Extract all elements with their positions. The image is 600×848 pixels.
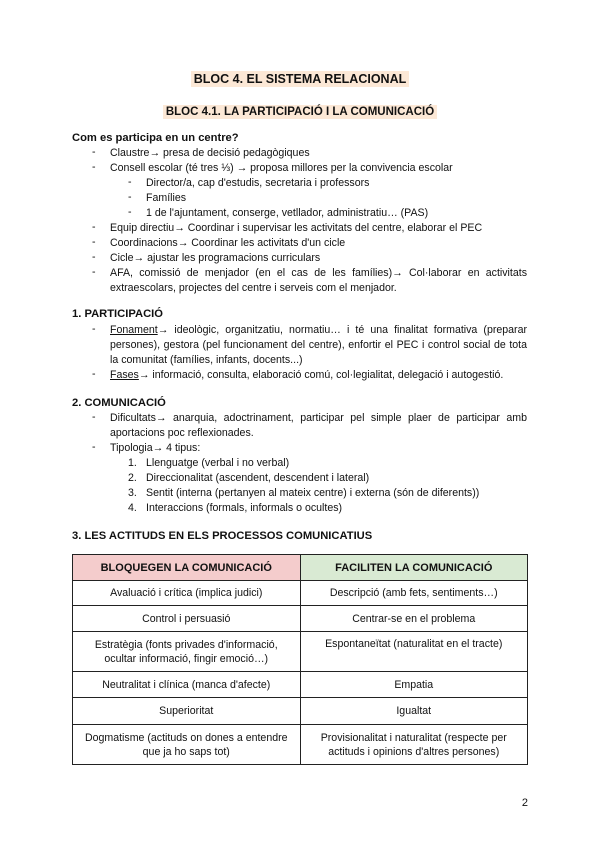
type-number: 3. [128, 487, 137, 499]
bullet-dash: - [128, 206, 132, 218]
table-cell: Descripció (amb fets, sentiments…) [300, 581, 528, 606]
doc-title: BLOC 4. EL SISTEMA RELACIONAL [0, 70, 600, 88]
bullet-dash: - [128, 176, 132, 188]
fases-label: Fases [110, 369, 139, 381]
doc-subtitle: BLOC 4.1. LA PARTICIPACIÓ I LA COMUNICACIÓ [0, 102, 600, 120]
bullet-dash: - [92, 323, 96, 335]
participacio-item-fases [110, 368, 503, 383]
table-cell: Control i persuasió [73, 606, 301, 632]
bullet-dash: - [92, 368, 96, 380]
intro-item-consell: Consell escolar (té tres ⅓) → proposa millores per la convivencia escolar [110, 162, 453, 174]
participacio-heading: 1. PARTICIPACIÓ [72, 308, 163, 320]
bullet-dash: - [92, 236, 96, 248]
fonament-text: → ideològic, organitzatiu, normatiu… i té una finalitat formativa (preparar persones), gestora (pel funcionament del centre), enfortir el PEC i control social de tota la comunitat (famílies, infants, docents...) [110, 324, 527, 366]
fases-text: → informació, consulta, elaboració comú, col·legialitat, delegació i autogestió. [138, 369, 504, 381]
table-cell: Superioritat [73, 698, 301, 725]
fonament-label: Fonament [110, 324, 158, 336]
type-number: 2. [128, 472, 137, 484]
bullet-dash: - [92, 161, 96, 173]
bullet-dash: - [92, 266, 96, 278]
intro-item-equip: Equip directiu→ Coordinar i supervisar les activitats del centre, elaborar el PEC [110, 222, 483, 234]
table-header-row [73, 555, 528, 581]
bullet-dash: - [92, 221, 96, 233]
intro-item-afa: AFA, comissió de menjador (en el cas de les famílies)→ Col·laborar en activitats extraescolars, projectes del centre i serveis com el menjador. [110, 267, 527, 294]
table-row [73, 725, 528, 765]
table-row [73, 581, 528, 606]
intro-heading: Com es participa en un centre? [72, 132, 239, 144]
col-header-faciliten: FACILITEN LA COMUNICACIÓ [300, 555, 528, 581]
table-cell: Empatia [300, 672, 528, 698]
actituds-heading: 3. LES ACTITUDS EN ELS PROCESSOS COMUNICATIUS [72, 530, 373, 542]
type-number: 4. [128, 502, 137, 514]
table-cell: Igualtat [300, 698, 528, 725]
type-direccionalitat: Direccionalitat (ascendent, descendent i lateral) [146, 472, 370, 484]
type-number: 1. [128, 457, 137, 469]
page-number: 2 [521, 797, 528, 809]
consell-sub-direccio: Director/a, cap d'estudis, secretaria i professors [146, 177, 370, 189]
table-row [73, 698, 528, 725]
bullet-dash: - [92, 146, 96, 158]
table-row [73, 672, 528, 698]
intro-item-cicle: Cicle→ ajustar les programacions curriculars [110, 252, 321, 264]
table-cell: Provisionalitat i naturalitat (respecte per actituds i opinions d'altres persones) [300, 725, 528, 765]
bullet-dash: - [128, 191, 132, 203]
table-cell: Espontaneïtat (naturalitat en el tracte) [300, 632, 528, 672]
consell-sub-families: Famílies [146, 192, 187, 204]
intro-item-claustre: Claustre→ presa de decisió pedagògiques [110, 147, 310, 159]
type-sentit: Sentit (interna (pertanyen al mateix centre) i externa (són de diferents)) [146, 487, 480, 499]
table-row [73, 632, 528, 672]
comunicacio-item-dificultats: Dificultats→ anarquia, adoctrinament, participar pel simple plaer de participar amb aportacions poc reflexionades. [110, 412, 527, 439]
table-cell: Dogmatisme (actituds on dones a entendre que ja ho saps tot) [73, 725, 301, 765]
comunicacio-heading: 2. COMUNICACIÓ [72, 397, 166, 409]
type-llenguatge: Llenguatge (verbal i no verbal) [146, 457, 290, 469]
intro-item-coordinacions: Coordinacions→ Coordinar les activitats d'un cicle [110, 237, 346, 249]
table-cell: Centrar-se en el problema [300, 606, 528, 632]
table-cell: Avaluació i crítica (implica judici) [73, 581, 301, 606]
col-header-bloquegen: BLOQUEGEN LA COMUNICACIÓ [73, 555, 301, 581]
actituds-table [72, 554, 528, 765]
bullet-dash: - [92, 411, 96, 423]
comunicacio-item-tipologia: Tipologia→ 4 tipus: [110, 442, 201, 454]
participacio-item-fonament [110, 323, 527, 368]
consell-sub-pas: 1 de l'ajuntament, conserge, vetllador, administratiu… (PAS) [146, 207, 429, 219]
table-cell: Neutralitat i clínica (manca d'afecte) [73, 672, 301, 698]
table-cell: Estratègia (fonts privades d'informació, ocultar informació, fingir emoció…) [73, 632, 301, 672]
table-row [73, 606, 528, 632]
bullet-dash: - [92, 441, 96, 453]
bullet-dash: - [92, 251, 96, 263]
type-interaccions: Interaccions (formals, informals o ocultes) [146, 502, 343, 514]
